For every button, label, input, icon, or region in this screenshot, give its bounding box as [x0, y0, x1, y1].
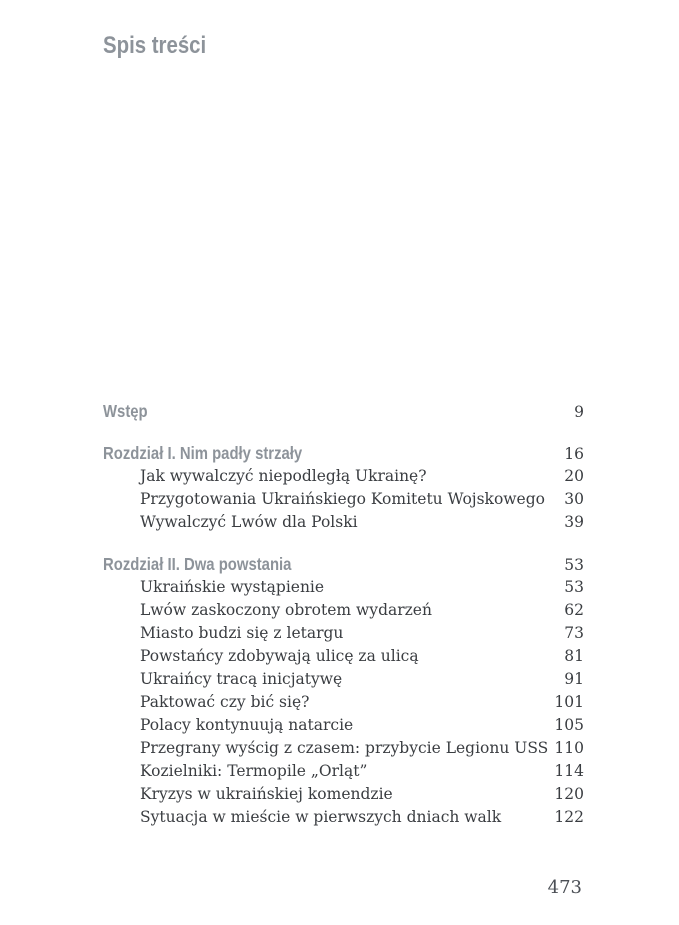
page-number: 473	[547, 877, 582, 898]
toc-entry-page-number: 110	[554, 739, 584, 757]
toc-entry-label: Przygotowania Ukraińskiego Komitetu Wojskowego	[140, 490, 545, 508]
toc-entry-page-number: 81	[564, 647, 584, 665]
toc-entry-page-number: 91	[564, 670, 584, 688]
toc-entry-label: Ukraińcy tracą inicjatywę	[140, 670, 343, 688]
toc-entry-page-number: 122	[554, 808, 584, 826]
toc-entry-page-number: 120	[554, 785, 584, 803]
toc-entry-label: Sytuacja w mieście w pierwszych dniach walk	[140, 808, 502, 826]
toc-entry-label: Miasto budzi się z letargu	[140, 624, 344, 642]
toc-entry	[103, 714, 584, 737]
toc-entry-label: Powstańcy zdobywają ulicę za ulicą	[140, 647, 419, 665]
toc-entry-page-number: 9	[574, 403, 584, 421]
toc-entry-page-number: 62	[564, 601, 584, 619]
toc-entry-label: Ukraińskie wystąpienie	[140, 578, 325, 596]
toc-entry-label: Wywalczyć Lwów dla Polski	[140, 513, 358, 531]
toc-entry-page-number: 105	[554, 716, 584, 734]
toc-entry	[103, 668, 584, 691]
toc-entry	[103, 783, 584, 806]
toc-entry-page-number: 53	[564, 556, 584, 574]
toc-entry-label: Wstęp	[103, 401, 148, 421]
toc-entry	[103, 760, 584, 783]
toc-entry-label: Rozdział I. Nim padły strzały	[103, 443, 303, 463]
toc-entry	[103, 465, 584, 488]
toc-entry-label: Przegrany wyścig z czasem: przybycie Legionu USS	[140, 739, 549, 757]
table-of-contents	[103, 400, 584, 829]
toc-entry-label: Paktować czy bić się?	[140, 693, 310, 711]
page-title: Spis treści	[103, 32, 207, 59]
toc-entry-page-number: 114	[554, 762, 584, 780]
toc-entry	[103, 576, 584, 599]
toc-entry	[103, 511, 584, 534]
toc-entry-label: Kryzys w ukraińskiej komendzie	[140, 785, 393, 803]
toc-entry-page-number: 30	[564, 490, 584, 508]
toc-entry-page-number: 39	[564, 513, 584, 531]
toc-entry-label: Lwów zaskoczony obrotem wydarzeń	[140, 601, 432, 619]
toc-entry	[103, 645, 584, 668]
toc-entry	[103, 806, 584, 829]
toc-entry-page-number: 16	[564, 445, 584, 463]
toc-entry-page-number: 20	[564, 467, 584, 485]
toc-entry-label: Jak wywalczyć niepodległą Ukrainę?	[140, 467, 427, 485]
toc-entry-page-number: 101	[554, 693, 584, 711]
toc-entry	[103, 400, 584, 423]
toc-entry-label: Rozdział II. Dwa powstania	[103, 554, 292, 574]
toc-entry	[103, 442, 584, 465]
toc-entry-label: Kozielniki: Termopile „Orląt”	[140, 762, 368, 780]
toc-entry	[103, 599, 584, 622]
toc-entry	[103, 622, 584, 645]
toc-entry	[103, 737, 584, 760]
toc-entry	[103, 553, 584, 576]
toc-entry-page-number: 53	[564, 578, 584, 596]
toc-entry-page-number: 73	[564, 624, 584, 642]
toc-entry	[103, 488, 584, 511]
toc-entry-label: Polacy kontynuują natarcie	[140, 716, 354, 734]
toc-entry	[103, 691, 584, 714]
